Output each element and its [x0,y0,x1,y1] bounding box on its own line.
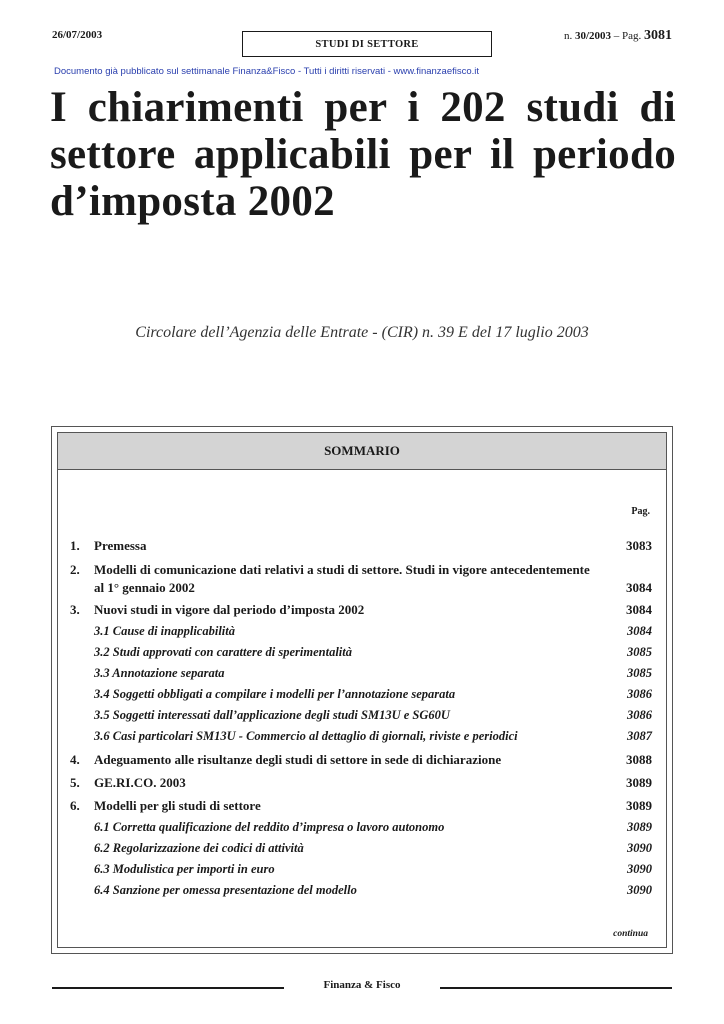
toc-item-text: 6.1 Corretta qualificazione del reddito d’impresa o lavoro autonomo [94,820,445,834]
title-line: d’imposta 2002 [50,178,335,225]
toc-item-page: 3089 [626,775,652,790]
toc-item-text: 3.5 Soggetti interessati dall’applicazione degli studi SM13U e SG60U [94,708,450,722]
toc-item-page: 3086 [627,687,652,701]
toc-item-text: 3.1 Cause di inapplicabilità [94,624,235,638]
toc-item-number: 6. [70,798,80,813]
toc-subitem [70,643,652,661]
toc-item-text: 3.2 Studi approvati con carattere di sperimentalità [94,645,352,659]
toc-item-page: 3085 [627,645,652,659]
copyright-notice: Documento già pubblicato sul settimanale Finanza&Fisco - Tutti i diritti riservati - www.finanzaefisco.it [54,66,480,77]
summary-box [51,426,673,954]
issue-number: 30/2003 [574,30,611,42]
toc-item-page: 3090 [627,862,652,876]
toc-item-text: Nuovi studi in vigore dal periodo d’imposta 2002 [94,602,365,617]
toc-subitem [70,664,652,682]
toc-subitem [70,706,652,724]
toc-item [70,561,652,597]
article-title [50,84,676,225]
toc-item-text: GE.RI.CO. 2003 [94,775,186,790]
toc-item [70,601,652,619]
toc-item-page: 3084 [626,580,652,595]
toc-item-page: 3087 [627,729,652,743]
toc-item-text: Premessa [94,538,147,553]
issue-separator: – Pag. [611,30,644,42]
toc-item-text: 3.4 Soggetti obbligati a compilare i modelli per l’annotazione separata [94,687,456,701]
toc-item-page: 3090 [627,841,652,855]
toc-item-text: 3.3 Annotazione separata [94,666,225,680]
toc-item-page: 3086 [627,708,652,722]
toc-item-text: 3.6 Casi particolari SM13U - Commercio al dettaglio di giornali, riviste e periodici [94,729,518,743]
toc-item-number: 5. [70,775,80,790]
section-label: STUDI DI SETTORE [242,31,492,57]
toc-item-text: Modelli di comunicazione dati relativi a studi di settore. Studi in vigore antecedentemente al 1° gennaio 2002 [94,562,590,595]
title-line: I chiarimenti per i 202 studi di [50,84,676,131]
toc-item [70,774,652,792]
toc-item-page: 3085 [627,666,652,680]
article-subtitle: Circolare dell’Agenzia delle Entrate - (CIR) n. 39 E del 17 luglio 2003 [135,324,589,341]
header-date: 26/07/2003 [52,29,103,41]
footer-publication: Finanza & Fisco [323,979,401,991]
toc-item [70,797,652,815]
summary-heading: SOMMARIO [58,433,666,470]
toc-item-number: 4. [70,752,80,767]
toc-item-page: 3089 [627,820,652,834]
toc-item-text: 6.3 Modulistica per importi in euro [94,862,275,876]
toc-item-text: Adeguamento alle risultanze degli studi di settore in sede di dichiarazione [94,752,502,767]
toc-item-number: 2. [70,562,80,577]
toc-item [70,537,652,555]
continued-label: continua [613,929,648,939]
toc-item-number: 1. [70,538,80,553]
summary-inner [57,432,667,948]
toc-subitem [70,685,652,703]
toc-subitem [70,881,652,899]
toc-item-page: 3089 [626,798,652,813]
title-line: settore applicabili per il periodo [50,131,676,178]
toc-item-text: 6.4 Sanzione per omessa presentazione del modello [94,883,357,897]
toc-subitem [70,622,652,640]
issue-info [564,28,672,44]
toc-subitem [70,727,652,745]
toc-subitem [70,860,652,878]
toc-item-page: 3090 [627,883,652,897]
toc-item-text: Modelli per gli studi di settore [94,798,261,813]
toc-item-page: 3083 [626,538,652,553]
toc-item [70,751,652,769]
page-column-label: Pag. [631,506,650,517]
page-number: 3081 [644,28,672,43]
issue-prefix: n. [563,30,575,42]
summary-list [70,537,652,899]
toc-item-text: 6.2 Regolarizzazione dei codici di attività [94,841,304,855]
toc-item-page: 3084 [627,624,652,638]
toc-item-number: 3. [70,602,80,617]
toc-item-page: 3084 [626,602,652,617]
toc-item-page: 3088 [626,752,652,767]
toc-subitem [70,839,652,857]
toc-subitem [70,818,652,836]
